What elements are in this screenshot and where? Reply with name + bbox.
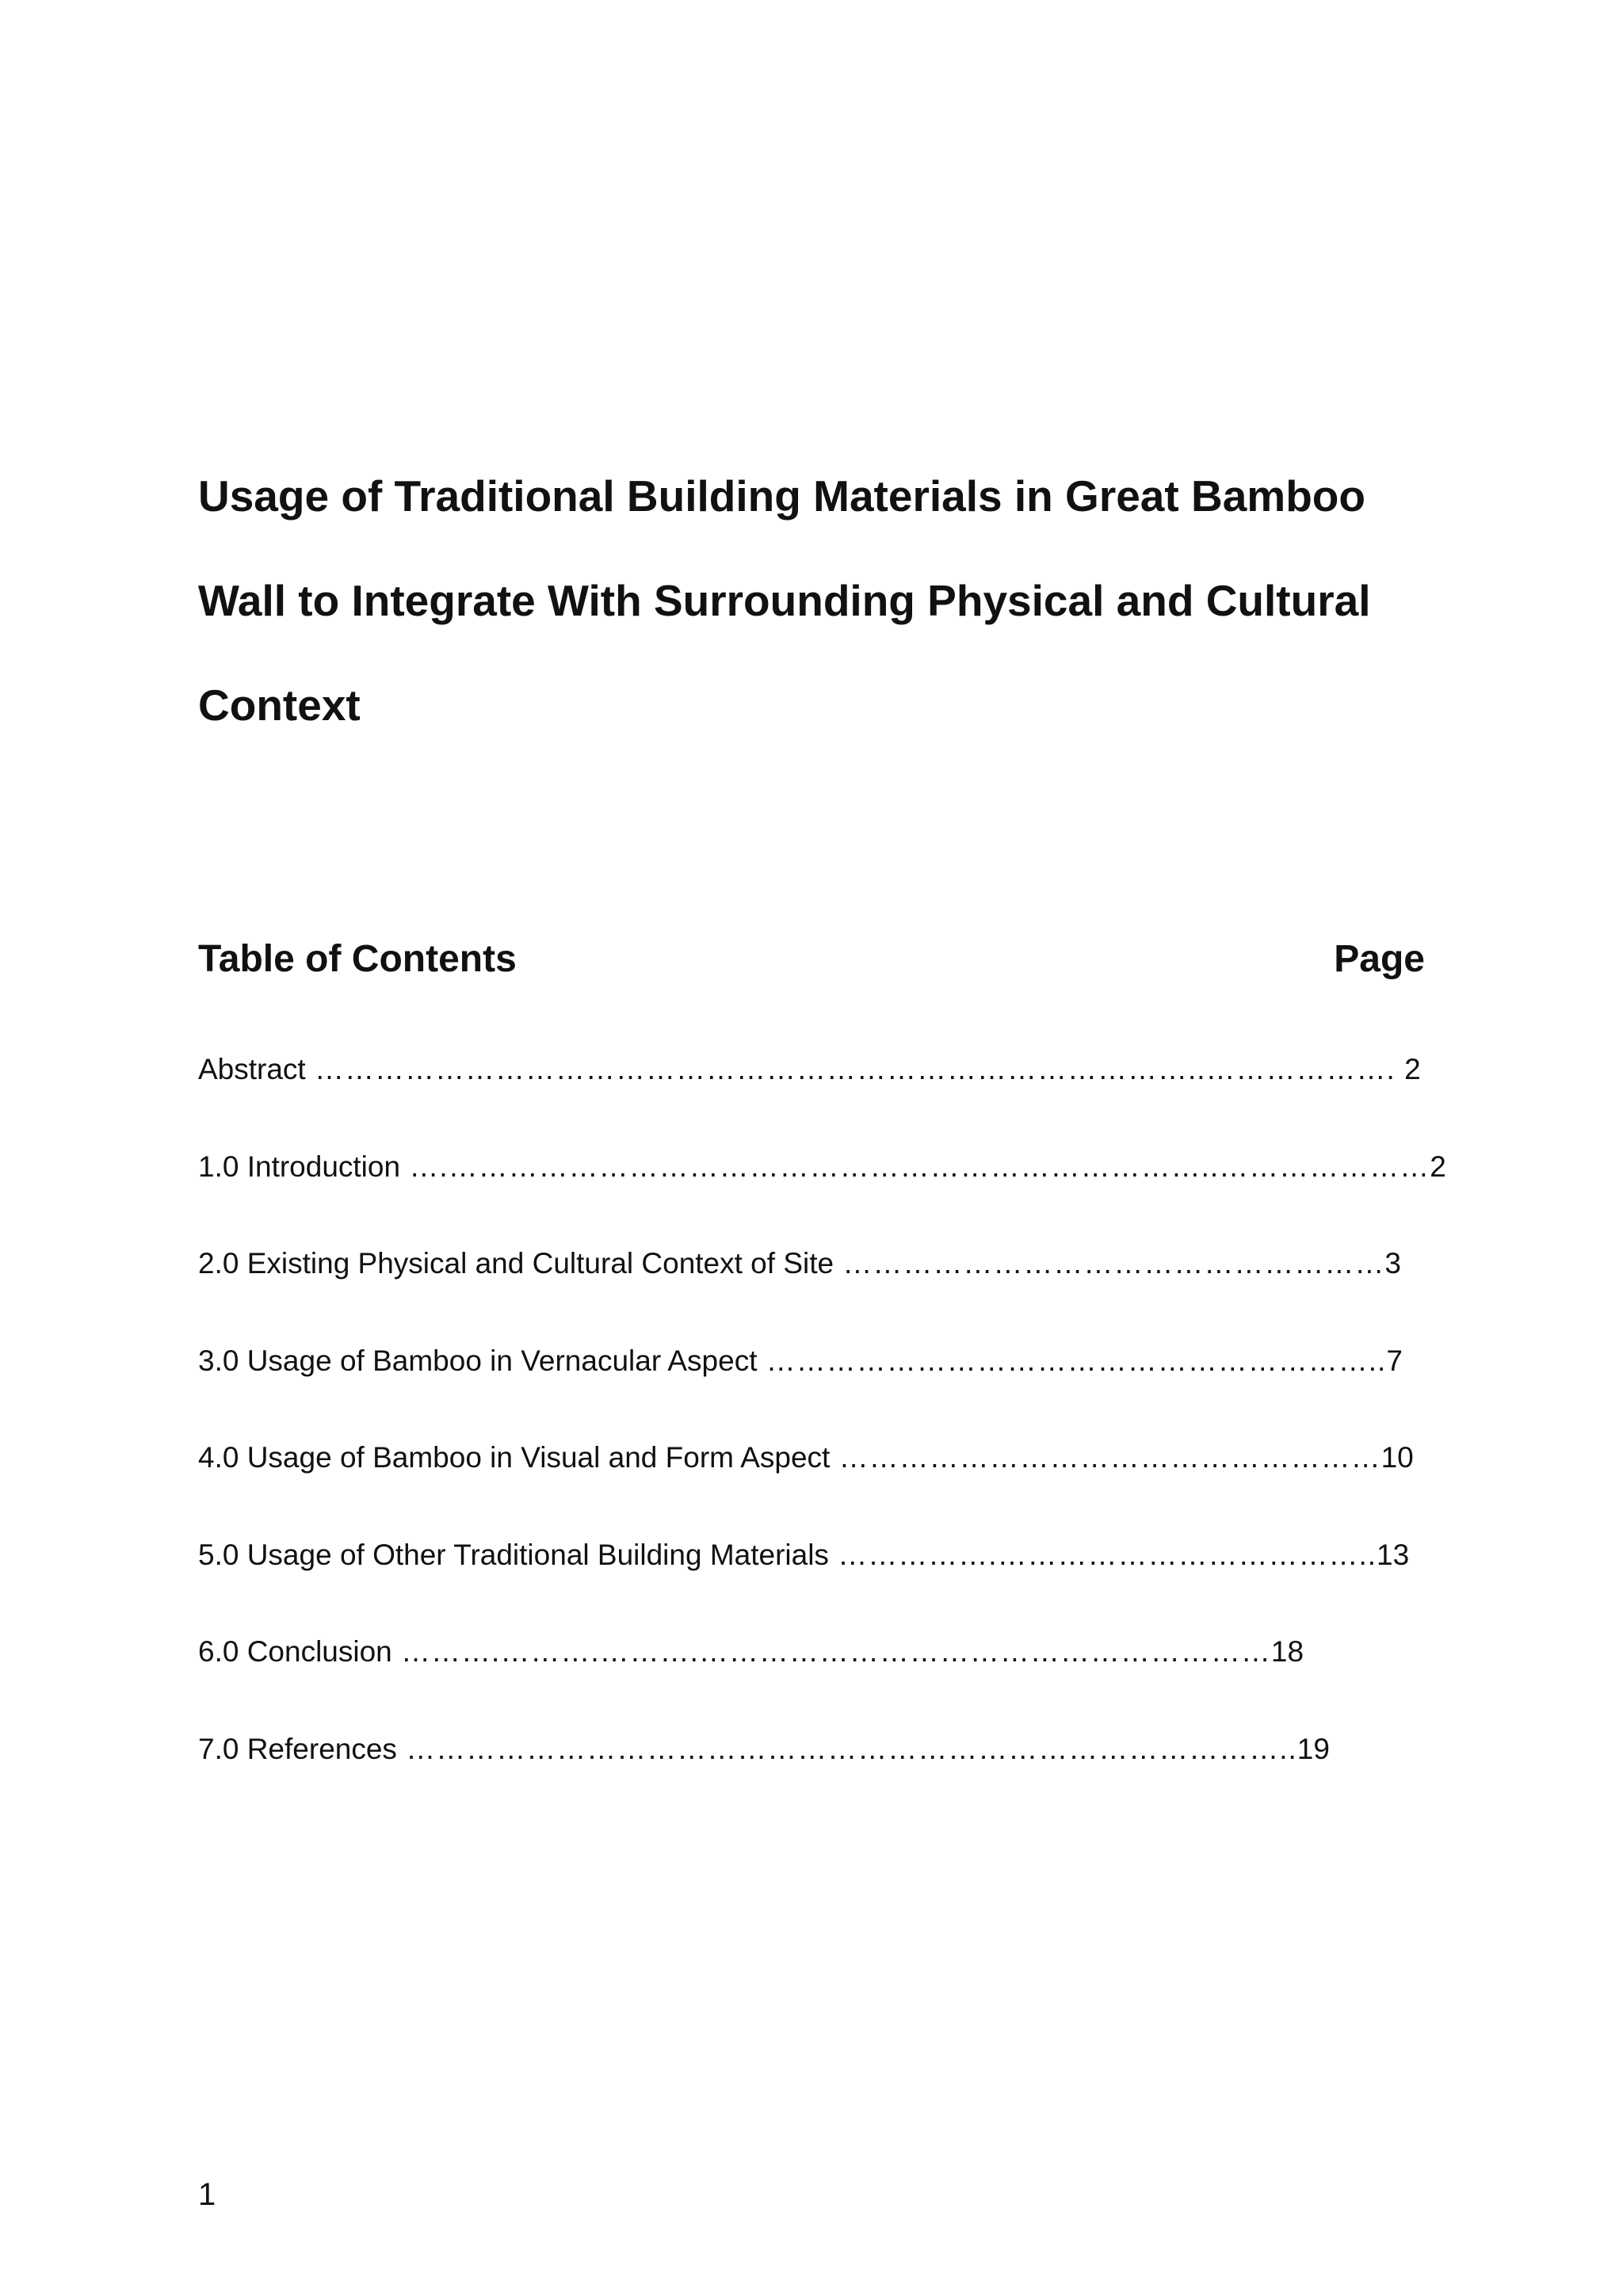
toc-leader-dots: …………….……………………………….. (828, 1538, 1377, 1571)
toc-entry-page: 2 (1430, 1150, 1446, 1183)
toc-leader-dots: ….…………………………………………………………………..………………… (400, 1150, 1430, 1183)
toc-entry-introduction[interactable] (198, 1127, 1446, 1225)
toc-entry-label: 2.0 Existing Physical and Cultural Context of Site (198, 1247, 834, 1280)
toc-entry-page: 19 (1296, 1732, 1330, 1765)
toc-entry-page: 13 (1377, 1538, 1410, 1571)
page-column-heading: Page (1334, 937, 1425, 980)
toc-entry-abstract[interactable] (198, 1030, 1434, 1127)
toc-entry-label: 3.0 Usage of Bamboo in Vernacular Aspect (198, 1344, 758, 1377)
toc-entry-page: 10 (1381, 1441, 1414, 1474)
title-line-1: Usage of Traditional Building Materials in Great Bamboo (198, 471, 1365, 521)
toc-entry-existing-context[interactable] (198, 1224, 1434, 1322)
toc-entry-label: 7.0 References (198, 1732, 397, 1765)
toc-entry-page: 3 (1384, 1247, 1401, 1280)
toc-leader-dots: ……………………………………………… (830, 1441, 1381, 1474)
toc-entry-conclusion[interactable] (198, 1612, 1434, 1710)
toc-leader-dots: …………………………………………………….. (757, 1344, 1387, 1377)
toc-entry-label: 1.0 Introduction (198, 1150, 401, 1183)
title-line-2: Wall to Integrate With Surrounding Physical and Cultural (198, 576, 1371, 625)
toc-leader-dots: ……….……….……….………………………………………………… (391, 1635, 1271, 1668)
toc-entry-page: 18 (1270, 1635, 1304, 1668)
toc-entry-vernacular-aspect[interactable] (198, 1322, 1434, 1419)
toc-entry-label: Abstract (198, 1053, 306, 1085)
document-title (198, 444, 1434, 757)
toc-header (198, 931, 1425, 986)
toc-entry-references[interactable] (198, 1710, 1434, 1807)
toc-entry-other-materials[interactable] (198, 1516, 1434, 1613)
toc-leader-dots: ……………………………………………… (834, 1247, 1385, 1280)
toc-entry-page: 2 (1404, 1053, 1421, 1085)
toc-entry-label: 6.0 Conclusion (198, 1635, 392, 1668)
toc-entry-visual-form-aspect[interactable] (198, 1418, 1434, 1516)
toc-leader-dots: ……………………………………………………………………………..………………. (305, 1053, 1405, 1085)
page-number: 1 (198, 2177, 216, 2212)
toc-entry-label: 4.0 Usage of Bamboo in Visual and Form Aspect (198, 1441, 831, 1474)
toc-entry-page: 7 (1386, 1344, 1403, 1377)
title-line-3: Context (198, 681, 361, 730)
toc-heading: Table of Contents (198, 937, 517, 980)
toc-entry-label: 5.0 Usage of Other Traditional Building Materials (198, 1538, 829, 1571)
toc-leader-dots: …………………………………………………………………………….. (396, 1732, 1297, 1765)
table-of-contents (198, 1030, 1446, 1806)
